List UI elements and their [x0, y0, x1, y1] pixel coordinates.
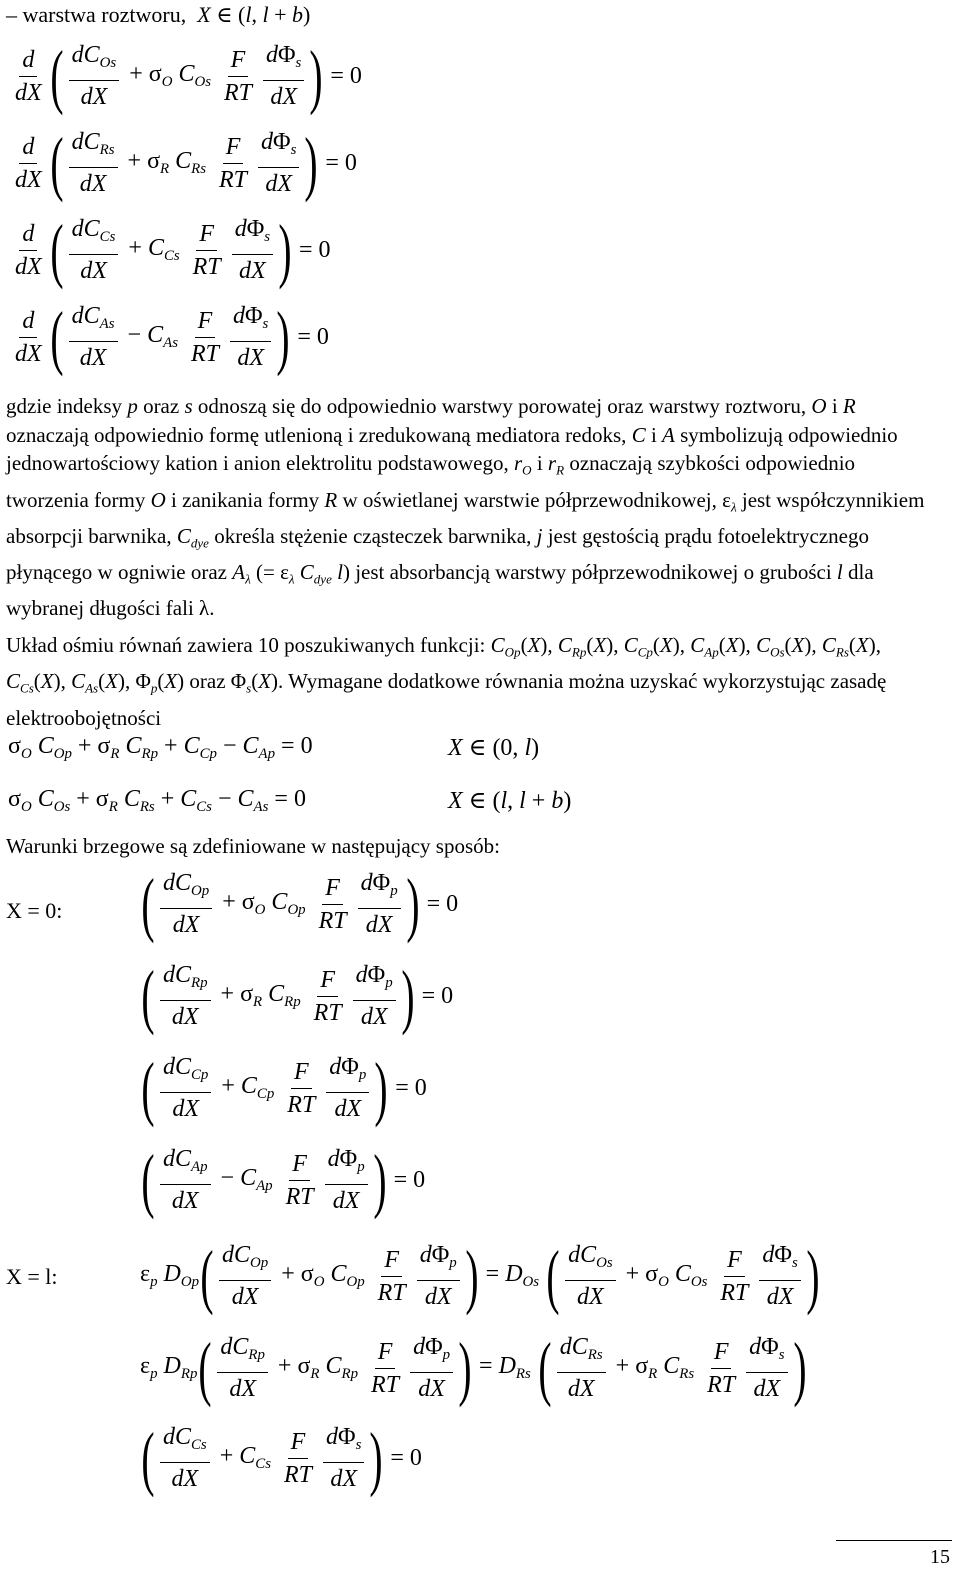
- boundary-intro: Warunki brzegowe są zdefiniowane w następujący sposób:: [6, 834, 500, 858]
- bc0-Cp: ( $\frac{dC_{Cp}}{dX}$ + $C_{Cp}$ $\frac{F}{RT}$ $\frac{d\Phi_p}{dX}$ ) = 0: [141, 1048, 427, 1128]
- paragraph-definitions: gdzie indeksy p oraz s odnoszą się do odpowiednio warstwy porowatej oraz warstwy roztworu, O i R oznaczają odpowiednio formę utlenioną i zredukowaną mediatora redoks, C i A symbolizują odpowiednio jednowartościowy kation i anion elektrolitu podstawowego, $r_O$ i $r_R$ oznaczają szybkości odpowiednio tworzenia formy O i zanikania formy R w oświetlanej warstwie półprzewodnikowej, $\varepsilon_\lambda$ jest współczynnikiem absorpcji barwnika, $C_{dye}$ określa stężenie cząsteczek barwnika, j jest gęstością prądu fotoelektrycznego płynącego w ogniwie oraz $A_\lambda$ (= $\varepsilon_\lambda$ $C_{dye}$ l) jest absorbancją warstwy półprzewodnikowej o grubości l dla wybranej długości fali λ.: [6, 394, 925, 621]
- neutrality-porous: $\sigma_O$ $C_{Op} + \sigma_R$ $C_{Rp} + C_{Cp} - C_{Ap} = 0$: [8, 733, 313, 763]
- footer-rule: [836, 1540, 952, 1541]
- bcl-R: $\varepsilon_p$ $D_{Rp}$ ( $\frac{dC_{Rp}}{dX}$ + $\sigma_R$ $C_{Rp}$ $\frac{F}{RT}$ $\frac{d\Phi_p}{dX}$ ) = $D_{Rs}$ ( $\frac{dC_{Rs}}{dX}$ + $\sigma_R$ $C_{Rs}$ $\frac{F}{RT}$ $\frac{d\Phi_s}{dX}$ ): [140, 1328, 807, 1408]
- equation-As: $\frac{d}{dX}$ ( $\frac{dC_{As}}{dX}$ − $C_{As}$ $\frac{F}{RT}$ $\frac{d\Phi_s}{dX}$ ) = 0: [15, 297, 329, 377]
- bc-label-l: X = l:: [6, 1264, 58, 1289]
- bcl-O: $\varepsilon_p$ $D_{Op}$ ( $\frac{dC_{Op}}{dX}$ + $\sigma_O$ $C_{Op}$ $\frac{F}{RT}$ $\frac{d\Phi_p}{dX}$ ) = $D_{Os}$ ( $\frac{dC_{Os}}{dX}$ + $\sigma_O$ $C_{Os}$ $\frac{F}{RT}$ $\frac{d\Phi_s}{dX}$ ): [140, 1236, 820, 1316]
- bc0-Ap: ( $\frac{dC_{Ap}}{dX}$ − $C_{Ap}$ $\frac{F}{RT}$ $\frac{d\Phi_p}{dX}$ ) = 0: [141, 1140, 426, 1220]
- header-line: – warstwa roztworu, X ∈ (l, l + b): [6, 2, 311, 27]
- equation-Rs: $\frac{d}{dX}$ ( $\frac{dC_{Rs}}{dX}$ + $\sigma_R$ $C_{Rs}$ $\frac{F}{RT}$ $\frac{d\Phi_s}{dX}$ ) = 0: [15, 123, 357, 203]
- equation-Cs: $\frac{d}{dX}$ ( $\frac{dC_{Cs}}{dX}$ + $C_{Cs}$ $\frac{F}{RT}$ $\frac{d\Phi_s}{dX}$ ) = 0: [15, 210, 331, 290]
- equation-Os: $\frac{d}{dX}$ ( $\frac{dC_{Os}}{dX}$ + $\sigma_O$ $C_{Os}$ $\frac{F}{RT}$ $\frac{d\Phi_s}{dX}$ ) = 0: [15, 36, 362, 116]
- neutrality-porous-domain: X ∈ (0, l): [448, 735, 540, 761]
- bc0-Rp: ( $\frac{dC_{Rp}}{dX}$ + $\sigma_R$ $C_{Rp}$ $\frac{F}{RT}$ $\frac{d\Phi_p}{dX}$ ) = 0: [141, 956, 454, 1036]
- page-number: 15: [930, 1546, 950, 1568]
- bc0-Op: ( $\frac{dC_{Op}}{dX}$ + $\sigma_O$ $C_{Op}$ $\frac{F}{RT}$ $\frac{d\Phi_p}{dX}$ ) = 0: [141, 864, 459, 944]
- neutrality-solution-domain: X ∈ (l, l + b): [448, 788, 572, 814]
- neutrality-solution: $\sigma_O$ $C_{Os} + \sigma_R$ $C_{Rs} + C_{Cs} - C_{As} = 0$: [8, 786, 306, 816]
- bcl-Cs: ( $\frac{dC_{Cs}}{dX}$ + $C_{Cs}$ $\frac{F}{RT}$ $\frac{d\Phi_s}{dX}$ ) = 0: [141, 1418, 422, 1498]
- bc-label-zero: X = 0:: [6, 898, 63, 923]
- paragraph-unknowns: Układ ośmiu równań zawiera 10 poszukiwanych funkcji: $C_{Op}(X)$, $C_{Rp}(X)$, $C_{Cp}(X)$, $C_{Ap}(X)$, $C_{Os}(X)$, $C_{Rs}(X)$, $C_{Cs}(X)$, $C_{As}(X)$, $\Phi_p(X)$ oraz $\Phi_s(X)$. Wymagane dodatkowe równania można uzyskać wykorzystując zasadę elektroobojętności: [6, 633, 887, 730]
